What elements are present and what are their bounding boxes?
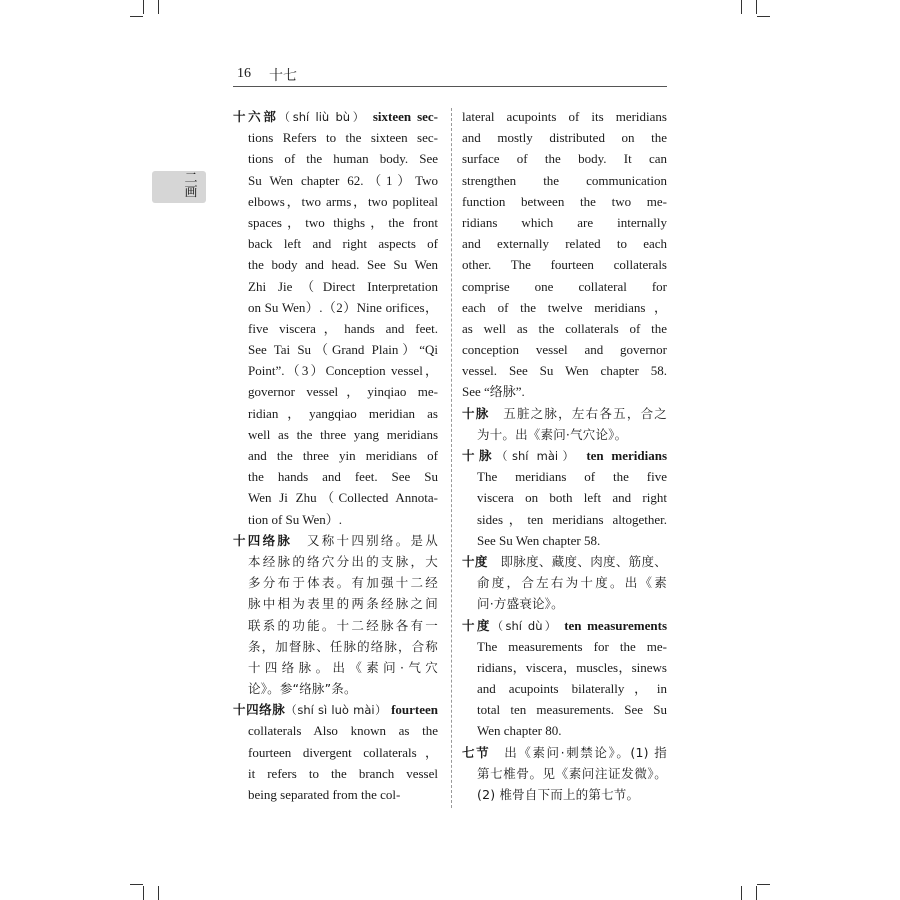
entry-text-line: each of the twelve meridians， [462, 299, 667, 315]
entry-first-line [462, 615, 667, 636]
entry-text-line: vessel. See Su Wen chapter 58. [462, 363, 667, 379]
entry-text-line: surface of the body. It can [462, 151, 667, 167]
entry-text-line: sides，ten meridians altogether. [477, 511, 667, 527]
entry-text-line: function between the two me- [462, 193, 667, 209]
entry-text-line: Zhi Jie（Direct Interpretation [248, 278, 438, 294]
entry-definition-text: 即脉度、藏度、肉度、筋度、 [500, 553, 667, 569]
entry-first-line [233, 699, 438, 720]
entry-text-line: 多分布于体表。有加强十二经 [248, 575, 438, 591]
entry-text-line: collaterals Also known as the [248, 723, 438, 739]
entry-text-line: 脉中相为表里的两条经脉之间 [248, 596, 438, 612]
crop-mark [158, 0, 159, 14]
entry-text-line: Wen chapter 80. [477, 723, 562, 739]
entry-headword: 十脉 [462, 448, 496, 463]
crop-mark [143, 886, 144, 900]
entry-text-line: 条，加督脉、任脉的络脉，合称 [248, 638, 438, 654]
entry-pinyin: （shí dù） [491, 618, 559, 633]
entry-text-line: spaces，two thighs，the front [248, 214, 438, 230]
dictionary-entry [233, 106, 438, 530]
entry-text-line: 联系的功能。十二经脉各有一 [248, 617, 438, 633]
entry-text-line: and mostly distributed on the [462, 130, 667, 146]
entry-text-line: strengthen the communication [462, 172, 667, 188]
entry-english-headword: sixteen sec- [372, 109, 438, 124]
entry-text-line: other. The fourteen collaterals [462, 257, 667, 273]
entry-text-line: See Su Wen chapter 58. [477, 532, 601, 548]
thumb-tab-label-bottom: 画 [184, 185, 198, 200]
entry-first-line [233, 106, 438, 127]
entry-text-line: total ten measurements. See Su [477, 702, 667, 718]
entry-text-line: (2) 椎骨自下而上的第七节。 [477, 787, 640, 802]
crop-mark [756, 0, 757, 14]
dictionary-entry [462, 615, 667, 742]
entry-text-line: and externally related to each [462, 236, 667, 252]
entry-text-line: 十四络脉。出《素问·气穴 [248, 659, 438, 675]
entry-text-line: the body and head. See Su Wen [248, 257, 438, 273]
crop-mark [757, 884, 770, 885]
entry-pinyin: （shí liù bù） [278, 110, 367, 124]
crop-mark [130, 16, 143, 17]
entry-text-line: the hands and feet. See Su [248, 469, 438, 485]
entry-headword: 十四络脉 [233, 702, 286, 718]
entry-text-line: fourteen divergent collaterals， [248, 744, 438, 760]
dictionary-entry [462, 445, 667, 551]
entry-first-line [462, 551, 667, 572]
right-column [462, 106, 667, 805]
dictionary-entry [233, 530, 438, 700]
entry-text-line: tions of the human body. See [248, 151, 438, 167]
entry-text-line: five viscera，hands and feet. [248, 320, 438, 336]
entry-text-line: ridians，viscera，muscles，sinews [477, 659, 667, 675]
entry-headword: 十脉 [462, 405, 490, 421]
entry-text-line: ridian，yangqiao meridian as [248, 405, 438, 421]
entry-headword: 十四络脉 [233, 532, 293, 548]
crop-mark [130, 884, 143, 885]
crop-mark [143, 0, 144, 14]
entry-text-line: ridians which are internally [462, 214, 667, 230]
entry-text-line: 论》。参“络脉”条。 [248, 681, 357, 697]
entry-text-line: and acupoints bilaterally，in [477, 681, 667, 697]
page-number: 16 [237, 66, 251, 81]
thumb-tab-label-top: 二 [184, 171, 198, 186]
entry-text-line: 本经脉的络穴分出的支脉，大 [248, 553, 438, 569]
entry-definition-text: 五脏之脉，左右各五，合之 [502, 405, 668, 421]
entry-english-headword: ten measurements [564, 617, 668, 633]
entry-text-line: Su Wen chapter 62.（1）Two [248, 172, 438, 188]
entry-text-line: being separated from the col- [248, 787, 401, 802]
entry-text-line: conception vessel and governor [462, 342, 667, 358]
dictionary-entry [462, 106, 667, 403]
page-running-title: 十七 [269, 69, 297, 84]
entry-headword: 七节 [462, 744, 491, 760]
entry-headword: 十度 [462, 617, 492, 633]
crop-mark [741, 0, 742, 14]
entry-first-line [462, 403, 667, 424]
entry-headword: 十度 [462, 553, 488, 569]
entry-text-line: viscera on both left and right [477, 490, 667, 506]
crop-mark [756, 886, 757, 900]
entry-text-line: comprise one collateral for [462, 278, 667, 294]
dictionary-entry [233, 699, 438, 805]
entry-definition-text: 出《素问·刺禁论》。(1) 指 [502, 744, 667, 760]
dictionary-entry [462, 403, 667, 445]
entry-text-line: 为十。出《素问·气穴论》。 [477, 426, 628, 442]
left-column [233, 106, 438, 805]
entry-english-headword: ten meridians [586, 448, 667, 463]
entry-definition-text: 又称十四别络。是从 [304, 532, 438, 548]
entry-first-line [462, 742, 667, 763]
entry-english-headword: fourteen [391, 702, 439, 718]
entry-text-line: Wen Ji Zhu（Collected Annota- [248, 490, 438, 506]
section-thumb-tab [152, 171, 206, 203]
entry-text-line: 问·方盛衰论》。 [477, 596, 564, 612]
entry-text-line: The meridians of the five [477, 469, 667, 485]
dictionary-entry [462, 551, 667, 615]
entry-pinyin: （shí mài） [496, 449, 579, 463]
entry-text-line: The measurements for the me- [477, 638, 667, 654]
entry-text-line: on Su Wen）.（2）Nine orifices， [248, 299, 438, 315]
entry-text-line: and the three yin meridians of [248, 448, 438, 463]
entry-first-line [462, 445, 667, 466]
entry-text-line: it refers to the branch vessel [248, 765, 438, 781]
entry-text-line: tions Refers to the sixteen sec- [248, 130, 438, 146]
crop-mark [757, 16, 770, 17]
column-divider [451, 108, 452, 808]
entry-pinyin: （shí sì luò mài） [285, 703, 388, 718]
entry-text-line: well as the three yang meridians [248, 426, 438, 442]
entry-text-line: as well as the collaterals of the [462, 320, 667, 336]
crop-mark [741, 886, 742, 900]
entry-text-line: Point”.（3）Conception vessel， [248, 363, 438, 379]
entry-text-line: back left and right aspects of [248, 236, 438, 252]
entry-text-line: governor vessel，yinqiao me- [248, 384, 438, 400]
entry-headword: 十六部 [233, 109, 279, 124]
entry-text-line: lateral acupoints of its meridians [462, 109, 667, 124]
crop-mark [158, 886, 159, 900]
entry-text-line: elbows，two arms，two popliteal [248, 193, 438, 209]
thumb-tab-label [182, 172, 200, 200]
dictionary-entry [462, 742, 667, 806]
entry-first-line [233, 530, 438, 551]
entry-text-line: See Tai Su（Grand Plain）“Qi [248, 342, 438, 358]
entry-text-line: tion of Su Wen）. [248, 511, 343, 527]
entry-text-line: 第七椎骨。见《素问注证发微》。 [477, 765, 667, 781]
entry-text-line: 俞度，合左右为十度。出《素 [477, 575, 667, 591]
page-header [233, 64, 667, 87]
entry-text-line: See “络脉”. [462, 384, 525, 400]
